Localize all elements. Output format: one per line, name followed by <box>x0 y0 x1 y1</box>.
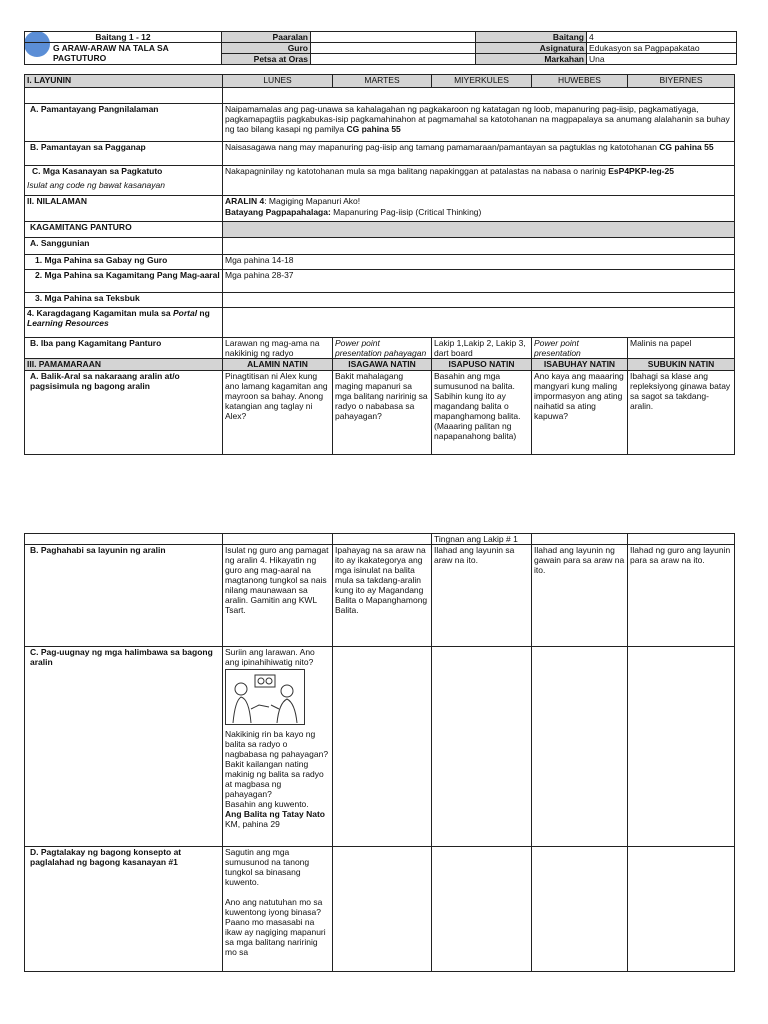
portal-label: 4. Karagdagang Kagamitan mula sa Portal ng Learning Resources <box>25 308 223 338</box>
paghahabi-martes: Ipahayag na sa araw na ito ay ikakategorya ang mga isinulat na balita mula sa takdang-aralin kung ito ay Magandang Balita o Mapanghamong Balita. <box>333 545 432 647</box>
petsa-label: Petsa at Oras <box>222 54 311 65</box>
iba-biyernes: Malinis na papel <box>628 338 735 359</box>
kagamitan-title: KAGAMITANG PANTURO <box>25 222 223 238</box>
balik-aral-label: A. Balik-Aral sa nakaraang aralin at/o pagsisimula ng bagong aralin <box>25 371 223 455</box>
iba-miyerkules: Lakip 1,Lakip 2, Lakip 3, dart board <box>432 338 532 359</box>
layunin-title: I. LAYUNIN <box>25 75 223 88</box>
iba-martes: Power point presentation pahayagan <box>333 338 432 359</box>
mag-aaral-value: Mga pahina 28-37 <box>223 270 735 293</box>
subukin-natin: SUBUKIN NATIN <box>628 359 735 371</box>
iba-huwebes: Power point presentation <box>532 338 628 359</box>
iba-lunes: Larawan ng mag-ama na nakikinig ng radyo <box>223 338 333 359</box>
markahan-value[interactable]: Una <box>587 54 737 65</box>
day-biyernes: BIYERNES <box>628 75 735 88</box>
asignatura-label: Asignatura <box>476 43 587 54</box>
grade-range: Baitang 1 - 12 <box>25 32 222 43</box>
paghahabi-label: B. Paghahabi sa layunin ng aralin <box>25 545 223 647</box>
gabay-guro-value: Mga pahina 14-18 <box>223 255 735 270</box>
pagtalakay-label: D. Pagtalakay ng bagong konsepto at paglalahad ng bagong kasanayan #1 <box>25 847 223 972</box>
alamin-natin: ALAMIN NATIN <box>223 359 333 371</box>
sanggunian-label: A. Sanggunian <box>25 238 223 255</box>
paghahabi-biyernes: Ilahad ng guro ang layunin para sa araw na ito. <box>628 545 735 647</box>
pamantayang-pangnilalaman-label: A. Pamantayang Pangnilalaman <box>25 104 223 142</box>
pamamaraan-title: III. PAMAMARAAN <box>25 359 223 371</box>
baitang-value[interactable]: 4 <box>587 32 737 43</box>
iba-pang-kagamitan-label: B. Iba pang Kagamitang Panturo <box>25 338 223 359</box>
pag-uugnay-label: C. Pag-uugnay ng mga halimbawa sa bagong aralin <box>25 647 223 847</box>
balik-aral-martes: Bakit mahalagang maging mapanuri sa mga balitang naririnig sa radyo o nababasa sa pahayagan? <box>333 371 432 455</box>
paaralan-value[interactable] <box>311 32 476 43</box>
header-table <box>24 31 737 65</box>
page-title: G ARAW-ARAW NA TALA SA PAGTUTURO <box>25 43 222 65</box>
gabay-guro-label: 1. Mga Pahina sa Gabay ng Guro <box>25 255 223 270</box>
nilalaman-title: II. NILALAMAN <box>25 196 223 222</box>
teksbuk-label: 3. Mga Pahina sa Teksbuk <box>25 293 223 308</box>
pamantayang-pangnilalaman-text: Naipamamalas ang pag-unawa sa kahalagahan ng pagkakaroon ng katatagan ng loob, mapanuring pag-iisip, pagkamatiyaga, pagkamapagtiis pagkabukas-isip pagkamahinahon at pagmamahal sa katotohanan na magpapalaya sa anumang alalahanin sa buhay ng tao bilang kasapi ng pamilya CG pahina 55 <box>223 104 735 142</box>
day-miyerkules: MIYERKULES <box>432 75 532 88</box>
balik-aral-huwebes: Ano kaya ang maaaring mangyari kung maling impormasyon ang ating naihatid sa ating kapuwa? <box>532 371 628 455</box>
pag-uugnay-lunes: Suriin ang larawan. Ano ang ipinahihiwatig nito? Nakikinig rin ba kayo ng balita sa radyo o nagbabasa ng pahayagan? Bakit kailangan nating makinig ng balita sa radyo at magbasa ng pahayagan? Basahin ang kuwento. Ang Balita ng Tatay Nato KM, pahina 29 <box>223 647 333 847</box>
isabuhay-natin: ISABUHAY NATIN <box>532 359 628 371</box>
kasanayan-text: Nakapagninilay ng katotohanan mula sa mga balitang napakinggan at patalastas na nabasa o narinig EsP4PKP-Ieg-25 <box>223 166 735 196</box>
day-lunes: LUNES <box>223 75 333 88</box>
asignatura-value[interactable]: Edukasyon sa Pagpapakatao <box>587 43 737 54</box>
tingnan-lakip: Tingnan ang Lakip # 1 <box>432 534 532 545</box>
lesson-plan-table <box>24 74 735 455</box>
lesson-plan-table-continued <box>24 533 735 972</box>
pagtalakay-lunes: Sagutin ang mga sumusunod na tanong tungkol sa binasang kuwento. Ano ang natutuhan mo sa kuwentong iyong binasa? Paano mo masasabi na ikaw ay nagiging mapanuri sa mga balitang naririnig mo sa <box>223 847 333 972</box>
balik-aral-lunes: Pinagtitisan ni Alex kung ano lamang kagamitan ang mayroon sa bahay. Anong katangian ang taglay ni Alex? <box>223 371 333 455</box>
pamantayan-sa-pagganap-label: B. Pamantayan sa Pagganap <box>25 142 223 166</box>
paghahabi-miyerkules: Ilahad ang layunin sa araw na ito. <box>432 545 532 647</box>
petsa-value[interactable] <box>311 54 476 65</box>
paghahabi-huwebes: Ilahad ang layunin ng gawain para sa araw na ito. <box>532 545 628 647</box>
paaralan-label: Paaralan <box>222 32 311 43</box>
balik-aral-biyernes: Ibahagi sa klase ang repleksiyong ginawa batay sa sagot sa takdang- aralin. <box>628 371 735 455</box>
day-martes: MARTES <box>333 75 432 88</box>
balik-aral-miyerkules: Basahin ang mga sumusunod na balita. Sabihin kung ito ay magandang balita o mapanghamong balita.(Maaaring palitan ng napapanahong balita) <box>432 371 532 455</box>
mag-aaral-label: 2. Mga Pahina sa Kagamitang Pang Mag-aaral <box>25 270 223 293</box>
day-huwebes: HUWEBES <box>532 75 628 88</box>
father-son-radio-illustration <box>225 669 305 725</box>
nilalaman-text: ARALIN 4: Magiging Mapanuri Ako! Batayang Pagpapahalaga: Mapanuring Pag-iisip (Critical Thinking) <box>223 196 735 222</box>
markahan-label: Markahan <box>476 54 587 65</box>
guro-value[interactable] <box>311 43 476 54</box>
isapuso-natin: ISAPUSO NATIN <box>432 359 532 371</box>
baitang-label: Baitang <box>476 32 587 43</box>
kasanayan-label: C. Mga Kasanayan sa Pagkatuto Isulat ang code ng bawat kasanayan <box>25 166 223 196</box>
guro-label: Guro <box>222 43 311 54</box>
isagawa-natin: ISAGAWA NATIN <box>333 359 432 371</box>
pamantayan-sa-pagganap-text: Naisasagawa nang may mapanuring pag-iisip ang tamang pamamaraan/pamantayan sa pagtuklas ng katotohanan CG pahina 55 <box>223 142 735 166</box>
paghahabi-lunes: Isulat ng guro ang pamagat ng aralin 4. Hikayatin ng guro ang mag-aaral na magtanong tungkol sa nais nilang maunawaan sa aralin. Gamitin ang KWL Tsart. <box>223 545 333 647</box>
